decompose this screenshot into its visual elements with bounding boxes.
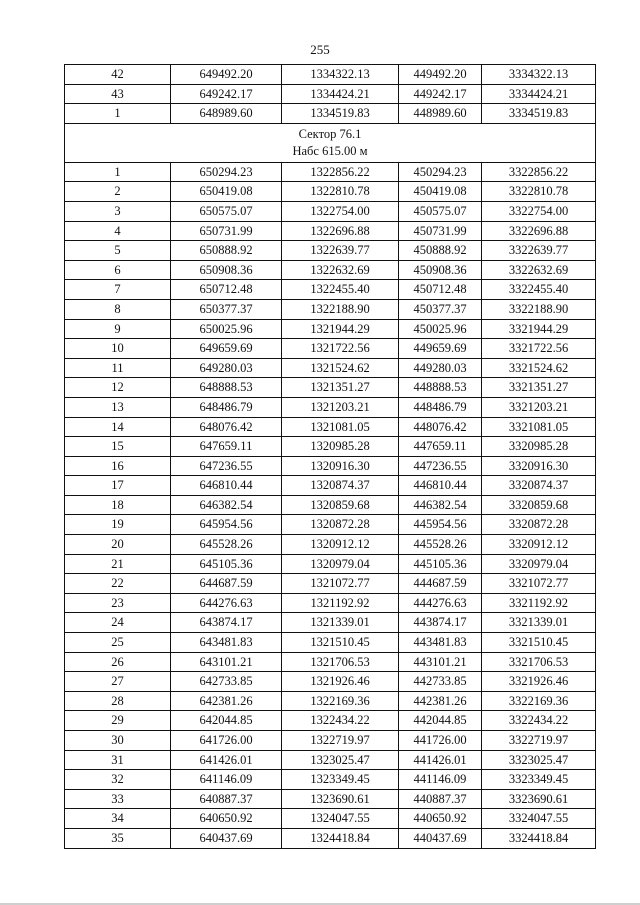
table-cell: 3323690.61 [482, 789, 596, 809]
table-cell: 445954.56 [399, 515, 482, 535]
table-cell: 1322188.90 [282, 299, 399, 319]
table-cell: 650908.36 [171, 260, 282, 280]
table-cell: 29 [65, 711, 171, 731]
table-cell: 448989.60 [399, 104, 482, 124]
table-cell: 650712.48 [171, 280, 282, 300]
table-cell: 444276.63 [399, 593, 482, 613]
rows-before-section [65, 65, 596, 124]
table-cell: 3321706.53 [482, 652, 596, 672]
table-cell: 645954.56 [171, 515, 282, 535]
table-cell: 1321072.77 [282, 574, 399, 594]
table-row [65, 280, 596, 300]
table-cell: 34 [65, 809, 171, 829]
table-row [65, 672, 596, 692]
table-cell: 3322169.36 [482, 691, 596, 711]
table-cell: 1321524.62 [282, 358, 399, 378]
table-cell: 649242.17 [171, 84, 282, 104]
table-cell: 3321926.46 [482, 672, 596, 692]
table-cell: 1321192.92 [282, 593, 399, 613]
table-cell: 1322696.88 [282, 221, 399, 241]
table-row [65, 789, 596, 809]
table-cell: 3334322.13 [482, 65, 596, 85]
table-cell: 3322754.00 [482, 201, 596, 221]
table-cell: 1 [65, 162, 171, 182]
table-cell: 446382.54 [399, 495, 482, 515]
table-cell: 648888.53 [171, 378, 282, 398]
table-cell: 31 [65, 750, 171, 770]
table-cell: 1322639.77 [282, 241, 399, 261]
table-cell: 3320874.37 [482, 476, 596, 496]
section-header-cell [65, 123, 596, 162]
table-cell: 649280.03 [171, 358, 282, 378]
table-cell: 643874.17 [171, 613, 282, 633]
table-cell: 1323690.61 [282, 789, 399, 809]
table-cell: 441726.00 [399, 731, 482, 751]
table-cell: 35 [65, 828, 171, 848]
coordinates-table [64, 64, 596, 849]
table-cell: 450419.08 [399, 182, 482, 202]
table-cell: 642381.26 [171, 691, 282, 711]
table-row [65, 162, 596, 182]
table-cell: 1321081.05 [282, 417, 399, 437]
table-cell: 3321351.27 [482, 378, 596, 398]
table-row [65, 84, 596, 104]
table-cell: 450888.92 [399, 241, 482, 261]
table-row [65, 339, 596, 359]
table-row [65, 456, 596, 476]
table-row [65, 593, 596, 613]
table-cell: 3323349.45 [482, 770, 596, 790]
table-cell: 3322719.97 [482, 731, 596, 751]
table-cell: 1324047.55 [282, 809, 399, 829]
table-cell: 8 [65, 299, 171, 319]
table-cell: 641146.09 [171, 770, 282, 790]
table-cell: 26 [65, 652, 171, 672]
table-row [65, 633, 596, 653]
table-cell: 450712.48 [399, 280, 482, 300]
table-cell: 648486.79 [171, 397, 282, 417]
section-title: Сектор 76.1 [298, 126, 362, 141]
table-cell: 42 [65, 65, 171, 85]
table-row [65, 515, 596, 535]
table-row [65, 397, 596, 417]
table-cell: 648989.60 [171, 104, 282, 124]
table-cell: 448888.53 [399, 378, 482, 398]
table-cell: 1320916.30 [282, 456, 399, 476]
table-cell: 642044.85 [171, 711, 282, 731]
table-cell: 3322856.22 [482, 162, 596, 182]
table-row [65, 241, 596, 261]
table-cell: 440650.92 [399, 809, 482, 829]
table-cell: 1321944.29 [282, 319, 399, 339]
table-cell: 3334424.21 [482, 84, 596, 104]
table-cell: 450294.23 [399, 162, 482, 182]
table-row [65, 437, 596, 457]
table-row [65, 731, 596, 751]
table-cell: 642733.85 [171, 672, 282, 692]
table-cell: 17 [65, 476, 171, 496]
table-cell: 3322455.40 [482, 280, 596, 300]
table-cell: 641726.00 [171, 731, 282, 751]
table-cell: 645105.36 [171, 554, 282, 574]
table-cell: 649659.69 [171, 339, 282, 359]
table-cell: 650731.99 [171, 221, 282, 241]
table-cell: 3321722.56 [482, 339, 596, 359]
table-cell: 4 [65, 221, 171, 241]
table-row [65, 182, 596, 202]
table-row [65, 495, 596, 515]
table-row [65, 691, 596, 711]
table-cell: 3334519.83 [482, 104, 596, 124]
table-cell: 447659.11 [399, 437, 482, 457]
table-cell: 449659.69 [399, 339, 482, 359]
table-cell: 1 [65, 104, 171, 124]
table-cell: 641426.01 [171, 750, 282, 770]
table-cell: 1321722.56 [282, 339, 399, 359]
table-cell: 11 [65, 358, 171, 378]
table-cell: 3321944.29 [482, 319, 596, 339]
table-cell: 450377.37 [399, 299, 482, 319]
table-cell: 13 [65, 397, 171, 417]
page-number: 255 [310, 42, 330, 57]
table-cell: 43 [65, 84, 171, 104]
table-cell: 1322169.36 [282, 691, 399, 711]
table-cell: 647236.55 [171, 456, 282, 476]
table-row [65, 613, 596, 633]
table-row [65, 711, 596, 731]
table-cell: 5 [65, 241, 171, 261]
table-cell: 19 [65, 515, 171, 535]
table-cell: 20 [65, 535, 171, 555]
table-row [65, 535, 596, 555]
table-cell: 3321203.21 [482, 397, 596, 417]
table-cell: 23 [65, 593, 171, 613]
table-cell: 3320912.12 [482, 535, 596, 555]
table-cell: 1321351.27 [282, 378, 399, 398]
table-cell: 440887.37 [399, 789, 482, 809]
table-cell: 1322434.22 [282, 711, 399, 731]
table-row [65, 809, 596, 829]
table-cell: 10 [65, 339, 171, 359]
table-cell: 643101.21 [171, 652, 282, 672]
table-cell: 650419.08 [171, 182, 282, 202]
table-cell: 1324418.84 [282, 828, 399, 848]
table-cell: 14 [65, 417, 171, 437]
table-cell: 1320874.37 [282, 476, 399, 496]
table-cell: 441426.01 [399, 750, 482, 770]
table-cell: 1321510.45 [282, 633, 399, 653]
table-cell: 442381.26 [399, 691, 482, 711]
rows-after-section [65, 162, 596, 848]
table-cell: 1321339.01 [282, 613, 399, 633]
table-row [65, 554, 596, 574]
table-cell: 9 [65, 319, 171, 339]
table-cell: 1322632.69 [282, 260, 399, 280]
table-cell: 3323025.47 [482, 750, 596, 770]
table-cell: 444687.59 [399, 574, 482, 594]
table-cell: 644276.63 [171, 593, 282, 613]
table-cell: 28 [65, 691, 171, 711]
table-cell: 646382.54 [171, 495, 282, 515]
table-cell: 443481.83 [399, 633, 482, 653]
table-cell: 644687.59 [171, 574, 282, 594]
table-row [65, 770, 596, 790]
table-row [65, 476, 596, 496]
table-cell: 640650.92 [171, 809, 282, 829]
table-cell: 446810.44 [399, 476, 482, 496]
table-cell: 445528.26 [399, 535, 482, 555]
table-cell: 3321192.92 [482, 593, 596, 613]
table-cell: 21 [65, 554, 171, 574]
table-cell: 648076.42 [171, 417, 282, 437]
table-cell: 22 [65, 574, 171, 594]
table-row [65, 65, 596, 85]
table-cell: 3321510.45 [482, 633, 596, 653]
table-cell: 650575.07 [171, 201, 282, 221]
table-cell: 450731.99 [399, 221, 482, 241]
table-cell: 3320916.30 [482, 456, 596, 476]
table-cell: 640887.37 [171, 789, 282, 809]
table-cell: 12 [65, 378, 171, 398]
table-cell: 448076.42 [399, 417, 482, 437]
table-cell: 1322455.40 [282, 280, 399, 300]
table-row [65, 750, 596, 770]
table-row [65, 221, 596, 241]
table-row [65, 299, 596, 319]
table-cell: 449242.17 [399, 84, 482, 104]
table-cell: 450025.96 [399, 319, 482, 339]
table-cell: 15 [65, 437, 171, 457]
table-cell: 16 [65, 456, 171, 476]
section-elevation: Набс 615.00 м [292, 143, 368, 158]
table-cell: 442733.85 [399, 672, 482, 692]
table-row [65, 319, 596, 339]
table-cell: 1321203.21 [282, 397, 399, 417]
table-cell: 3321339.01 [482, 613, 596, 633]
table-row [65, 201, 596, 221]
table-cell: 3321081.05 [482, 417, 596, 437]
table-cell: 3320872.28 [482, 515, 596, 535]
table-cell: 1334519.83 [282, 104, 399, 124]
table-cell: 3324047.55 [482, 809, 596, 829]
table-cell: 1334424.21 [282, 84, 399, 104]
table-cell: 1334322.13 [282, 65, 399, 85]
table-cell: 646810.44 [171, 476, 282, 496]
table-cell: 1320872.28 [282, 515, 399, 535]
table-cell: 33 [65, 789, 171, 809]
table-cell: 650025.96 [171, 319, 282, 339]
table-cell: 1322810.78 [282, 182, 399, 202]
table-cell: 3322810.78 [482, 182, 596, 202]
table-cell: 18 [65, 495, 171, 515]
table-cell: 1322719.97 [282, 731, 399, 751]
table-cell: 25 [65, 633, 171, 653]
table-row [65, 358, 596, 378]
section-header-row [65, 123, 596, 162]
table-cell: 440437.69 [399, 828, 482, 848]
table-row [65, 574, 596, 594]
table-cell: 450575.07 [399, 201, 482, 221]
table-cell: 24 [65, 613, 171, 633]
table-cell: 3324418.84 [482, 828, 596, 848]
table-cell: 640437.69 [171, 828, 282, 848]
table-cell: 3322632.69 [482, 260, 596, 280]
table-cell: 3321072.77 [482, 574, 596, 594]
table-cell: 3321524.62 [482, 358, 596, 378]
table-cell: 449280.03 [399, 358, 482, 378]
table-cell: 645528.26 [171, 535, 282, 555]
table-cell: 443101.21 [399, 652, 482, 672]
table-cell: 7 [65, 280, 171, 300]
table-cell: 2 [65, 182, 171, 202]
table-cell: 6 [65, 260, 171, 280]
table-cell: 3322188.90 [482, 299, 596, 319]
section-header-group [65, 123, 596, 162]
table-cell: 1323349.45 [282, 770, 399, 790]
table-cell: 1320985.28 [282, 437, 399, 457]
table-cell: 27 [65, 672, 171, 692]
table-cell: 1322856.22 [282, 162, 399, 182]
table-cell: 441146.09 [399, 770, 482, 790]
table-cell: 449492.20 [399, 65, 482, 85]
table-cell: 443874.17 [399, 613, 482, 633]
table-row [65, 104, 596, 124]
table-cell: 3322639.77 [482, 241, 596, 261]
table-cell: 445105.36 [399, 554, 482, 574]
table-row [65, 828, 596, 848]
table-row [65, 652, 596, 672]
table-cell: 650377.37 [171, 299, 282, 319]
table-cell: 1322754.00 [282, 201, 399, 221]
table-cell: 30 [65, 731, 171, 751]
table-row [65, 378, 596, 398]
table-row [65, 260, 596, 280]
table-cell: 1323025.47 [282, 750, 399, 770]
table-cell: 3322434.22 [482, 711, 596, 731]
table-cell: 650888.92 [171, 241, 282, 261]
table-cell: 1320859.68 [282, 495, 399, 515]
table-cell: 3320985.28 [482, 437, 596, 457]
table-cell: 650294.23 [171, 162, 282, 182]
table-cell: 649492.20 [171, 65, 282, 85]
table-cell: 442044.85 [399, 711, 482, 731]
table-cell: 1321926.46 [282, 672, 399, 692]
table-cell: 647659.11 [171, 437, 282, 457]
table-cell: 450908.36 [399, 260, 482, 280]
table-row [65, 417, 596, 437]
table-cell: 1320912.12 [282, 535, 399, 555]
table-cell: 3 [65, 201, 171, 221]
table-cell: 1320979.04 [282, 554, 399, 574]
table-cell: 3322696.88 [482, 221, 596, 241]
table-cell: 3320859.68 [482, 495, 596, 515]
table-cell: 32 [65, 770, 171, 790]
table-cell: 643481.83 [171, 633, 282, 653]
table-cell: 1321706.53 [282, 652, 399, 672]
table-cell: 448486.79 [399, 397, 482, 417]
table-cell: 3320979.04 [482, 554, 596, 574]
table-cell: 447236.55 [399, 456, 482, 476]
